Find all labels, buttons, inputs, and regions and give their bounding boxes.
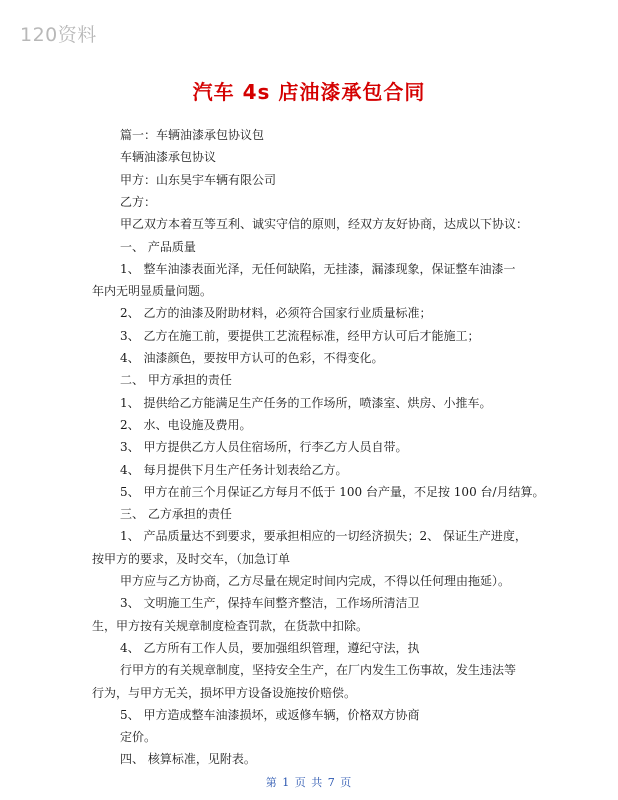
text-line: 3、 乙方在施工前，要提供工艺流程标准，经甲方认可后才能施工； [120,328,480,343]
text-line: 甲方应与乙方协商，乙方尽量在规定时间内完成，不得以任何理由拖延）。 [120,574,511,588]
section-heading: 三、 乙方承担的责任 [120,507,232,522]
text-line: 2、 乙方的油漆及附助材料，必须符合国家行业质量标准； [120,306,432,321]
text-line: 3、 文明施工生产，保持车间整齐整洁，工作场所清洁卫 [120,596,420,611]
party-a-line: 甲方：山东昊宇车辆有限公司 [120,172,277,187]
section-heading: 一、 产品质量 [120,239,196,254]
text-line: 按甲方的要求，及时交车，（加急订单 [92,551,291,566]
text-line: 行为，与甲方无关，损坏甲方设备设施按价赔偿。 [92,685,357,700]
text-line: 行甲方的有关规章制度，坚持安全生产，在厂内发生工伤事故，发生违法等 [120,663,517,678]
text-line: 4、 乙方所有工作人员，要加强组织管理，遵纪守法，执 [120,640,420,655]
text-line: 3、 甲方提供乙方人员住宿场所，行李乙方人员自带。 [120,440,408,455]
document-title: 汽车 4s 店油漆承包合同 [192,80,426,104]
heading-line: 篇一：车辆油漆承包协议包 [120,128,265,142]
text-line: 车辆油漆承包协议 [120,150,217,165]
text-line: 2、 水、电设施及费用。 [120,417,252,432]
text-line: 1、 提供给乙方能满足生产任务的工作场所，喷漆室、烘房、小推车。 [120,395,492,410]
text-line: 定价。 [120,730,157,745]
text-line: 4、 油漆颜色，要按甲方认可的色彩，不得变化。 [120,351,384,365]
party-b-line: 乙方： [120,194,157,209]
section-heading: 四、 核算标准，见附表。 [120,752,256,767]
page-number-footer: 第 1 页 共 7 页 [265,776,353,789]
text-line: 1、 产品质量达不到要求，要承担相应的一切经济损失；2、 保证生产进度， [120,529,527,544]
text-line: 5、 甲方在前三个月保证乙方每月不低于 100 台产量，不足按 100 台/月结算。 [120,484,545,499]
text-line: 生，甲方按有关规章制度检查罚款，在货款中扣除。 [92,618,369,633]
text-line: 4、 每月提供下月生产任务计划表给乙方。 [120,462,348,477]
section-heading: 二、 甲方承担的责任 [120,373,232,388]
text-line: 5、 甲方造成整车油漆损坏，或返修车辆，价格双方协商 [120,707,420,722]
text-line: 年内无明显质量问题。 [92,284,213,299]
text-line: 甲乙双方本着互等互利、诚实守信的原则，经双方友好协商，达成以下协议： [120,217,529,232]
text-line: 1、 整车油漆表面光泽，无任何缺陷，无挂漆，漏漆现象，保证整车油漆一 [120,261,516,276]
watermark-logo: 120资料 [20,24,97,46]
